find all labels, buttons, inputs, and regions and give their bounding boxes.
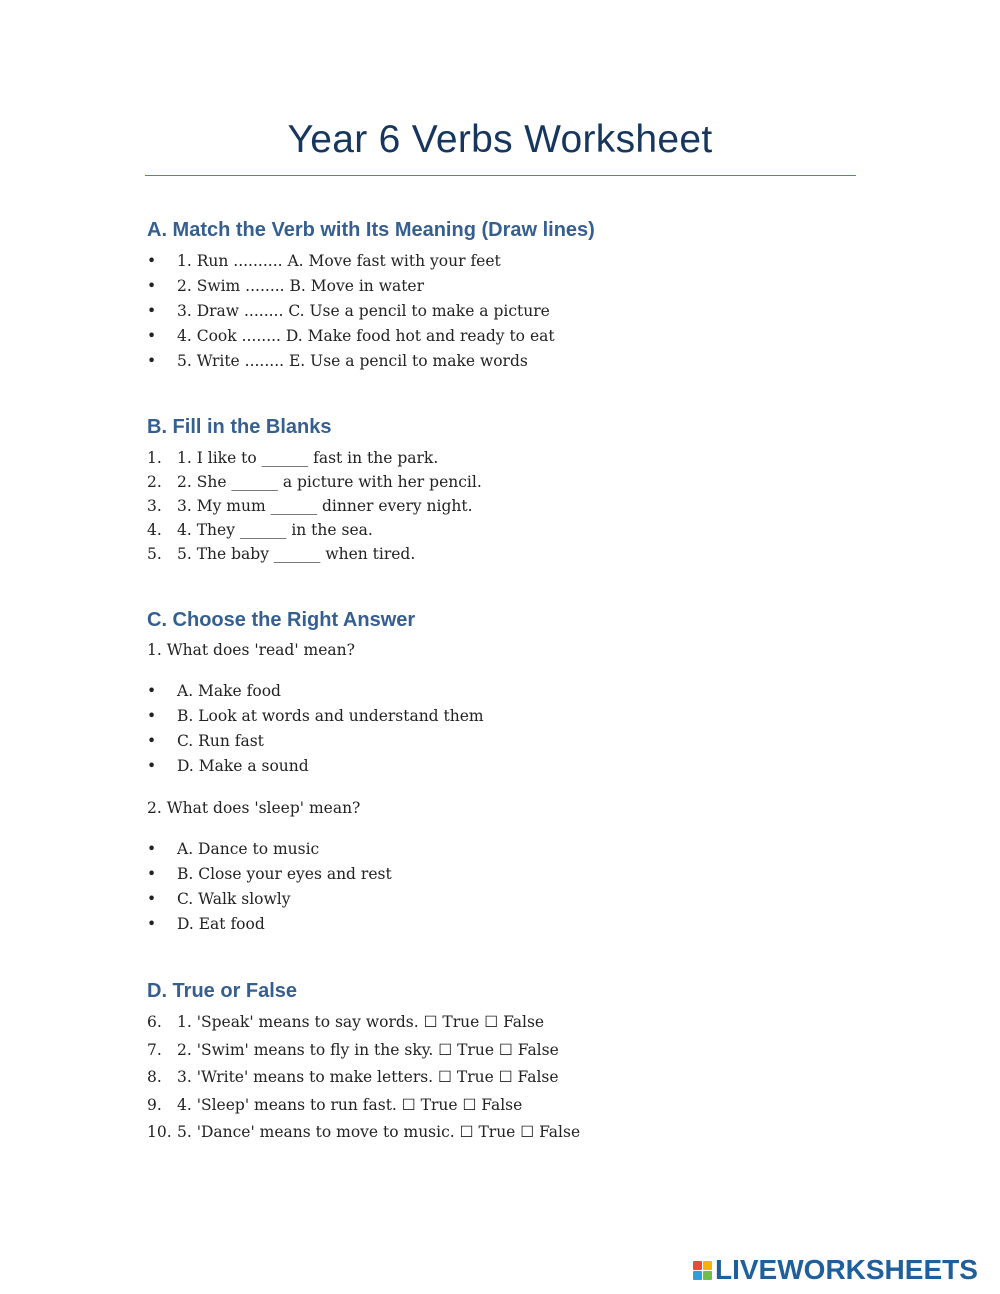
bullet-icon: • <box>147 252 157 270</box>
bullet-icon: • <box>147 682 157 700</box>
true-false-text: 4. 'Sleep' means to run fast. ☐ True ☐ False <box>177 1096 523 1114</box>
question-text: 2. What does 'sleep' mean? <box>147 799 361 817</box>
true-false-text: 3. 'Write' means to make letters. ☐ True ☐ False <box>177 1068 559 1086</box>
match-item-text: 2. Swim ........ B. Move in water <box>177 277 425 295</box>
list-number: 5. <box>147 545 162 563</box>
list-number: 1. <box>147 449 162 467</box>
answer-option: A. Dance to music <box>177 840 320 858</box>
list-number: 2. <box>147 473 162 491</box>
bullet-icon: • <box>147 840 157 858</box>
list-number: 8. <box>147 1068 162 1086</box>
match-item-text: 3. Draw ........ C. Use a pencil to make a picture <box>177 302 550 320</box>
answer-option: C. Walk slowly <box>177 890 291 908</box>
match-item-text: 5. Write ........ E. Use a pencil to make words <box>177 352 528 370</box>
section-c-heading: C. Choose the Right Answer <box>147 609 416 631</box>
page-title: Year 6 Verbs Worksheet <box>287 118 713 161</box>
section-a-heading: A. Match the Verb with Its Meaning (Draw lines) <box>147 219 595 241</box>
liveworksheets-icon <box>693 1261 712 1280</box>
question-text: 1. What does 'read' mean? <box>147 641 355 659</box>
list-number: 6. <box>147 1013 162 1031</box>
fill-blank-text: 2. She ______ a picture with her pencil. <box>177 473 482 491</box>
list-number: 4. <box>147 521 162 539</box>
bullet-icon: • <box>147 352 157 370</box>
bullet-icon: • <box>147 277 157 295</box>
answer-option: C. Run fast <box>177 732 264 750</box>
list-number: 10. <box>147 1123 172 1141</box>
bullet-icon: • <box>147 707 157 725</box>
fill-blank-text: 5. The baby ______ when tired. <box>177 545 416 563</box>
fill-blank-text: 1. I like to ______ fast in the park. <box>177 449 439 467</box>
answer-option: B. Look at words and understand them <box>177 707 484 725</box>
match-item-text: 4. Cook ........ D. Make food hot and ready to eat <box>177 327 555 345</box>
title-underline <box>145 175 856 176</box>
bullet-icon: • <box>147 915 157 933</box>
fill-blank-text: 3. My mum ______ dinner every night. <box>177 497 473 515</box>
bullet-icon: • <box>147 732 157 750</box>
bullet-icon: • <box>147 865 157 883</box>
bullet-icon: • <box>147 327 157 345</box>
section-b-heading: B. Fill in the Blanks <box>147 416 332 438</box>
true-false-text: 2. 'Swim' means to fly in the sky. ☐ True ☐ False <box>177 1041 559 1059</box>
bullet-icon: • <box>147 890 157 908</box>
section-d-heading: D. True or False <box>147 980 298 1002</box>
bullet-icon: • <box>147 302 157 320</box>
answer-option: D. Make a sound <box>177 757 309 775</box>
true-false-text: 1. 'Speak' means to say words. ☐ True ☐ False <box>177 1013 545 1031</box>
fill-blank-text: 4. They ______ in the sea. <box>177 521 373 539</box>
list-number: 9. <box>147 1096 162 1114</box>
answer-option: B. Close your eyes and rest <box>177 865 392 883</box>
bullet-icon: • <box>147 757 157 775</box>
answer-option: A. Make food <box>177 682 281 700</box>
list-number: 7. <box>147 1041 162 1059</box>
match-item-text: 1. Run .......... A. Move fast with your feet <box>177 252 501 270</box>
answer-option: D. Eat food <box>177 915 265 933</box>
liveworksheets-logo[interactable] <box>693 1256 978 1284</box>
logo-text: LIVEWORKSHEETS <box>715 1254 978 1285</box>
list-number: 3. <box>147 497 162 515</box>
true-false-text: 5. 'Dance' means to move to music. ☐ True ☐ False <box>177 1123 581 1141</box>
